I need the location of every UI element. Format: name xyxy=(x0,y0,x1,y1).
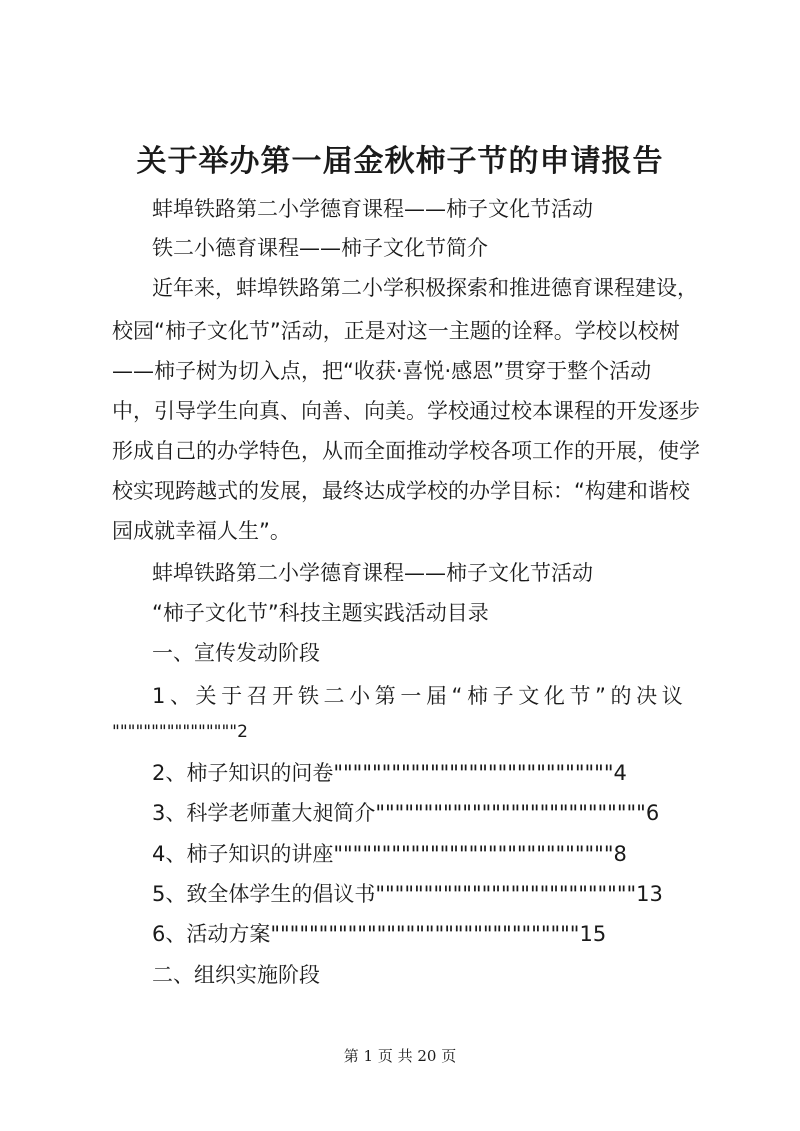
intro-line: 校园“柿子文化节”活动，正是对这一主题的诠释。学校以校树 xyxy=(112,319,680,343)
stage-heading: 一、宣传发动阶段 xyxy=(152,641,320,665)
intro-line: 形成自己的办学特色，从而全面推动学校各项工作的开展，使学 xyxy=(112,439,700,463)
toc-item: 3、科学老师董大昶简介""""""""""""""""""""""""""""6 xyxy=(152,801,660,825)
toc-title: “柿子文化节”科技主题实践活动目录 xyxy=(152,601,489,625)
subtitle-activity: 蚌埠铁路第二小学德育课程——柿子文化节活动 xyxy=(152,197,593,221)
intro-line: 校实现跨越式的发展，最终达成学校的办学目标：“构建和谐校 xyxy=(112,479,690,503)
intro-line: 园成就幸福人生”。 xyxy=(112,519,291,543)
intro-line: ——柿子树为切入点，把“收获·喜悦·感恩”贯穿于整个活动 xyxy=(112,359,652,383)
intro-line: 中，引导学生向真、向善、向美。学校通过校本课程的开发逐步 xyxy=(112,399,700,423)
subtitle-activity-repeat: 蚌埠铁路第二小学德育课程——柿子文化节活动 xyxy=(152,561,593,585)
intro-line: 近年来，蚌埠铁路第二小学积极探索和推进德育课程建设， xyxy=(152,276,698,300)
toc-item-leader: """"""""""""""""2 xyxy=(112,722,248,742)
toc-item: 5、致全体学生的倡议书"""""""""""""""""""""""""""13 xyxy=(152,882,663,906)
document-title: 关于举办第一届金秋柿子节的申请报告 xyxy=(136,144,664,179)
subtitle-intro: 铁二小德育课程——柿子文化节简介 xyxy=(152,236,488,260)
stage-heading: 二、组织实施阶段 xyxy=(152,963,320,987)
page-footer: 第 1 页 共 20 页 xyxy=(343,1047,457,1065)
toc-item: 2、柿子知识的问卷"""""""""""""""""""""""""""""4 xyxy=(152,761,627,785)
toc-item: 1、关于召开铁二小第一届“柿子文化节”的决议 xyxy=(152,684,688,708)
toc-item: 4、柿子知识的讲座"""""""""""""""""""""""""""""8 xyxy=(152,842,627,866)
toc-item: 6、活动方案""""""""""""""""""""""""""""""""15 xyxy=(152,922,607,946)
